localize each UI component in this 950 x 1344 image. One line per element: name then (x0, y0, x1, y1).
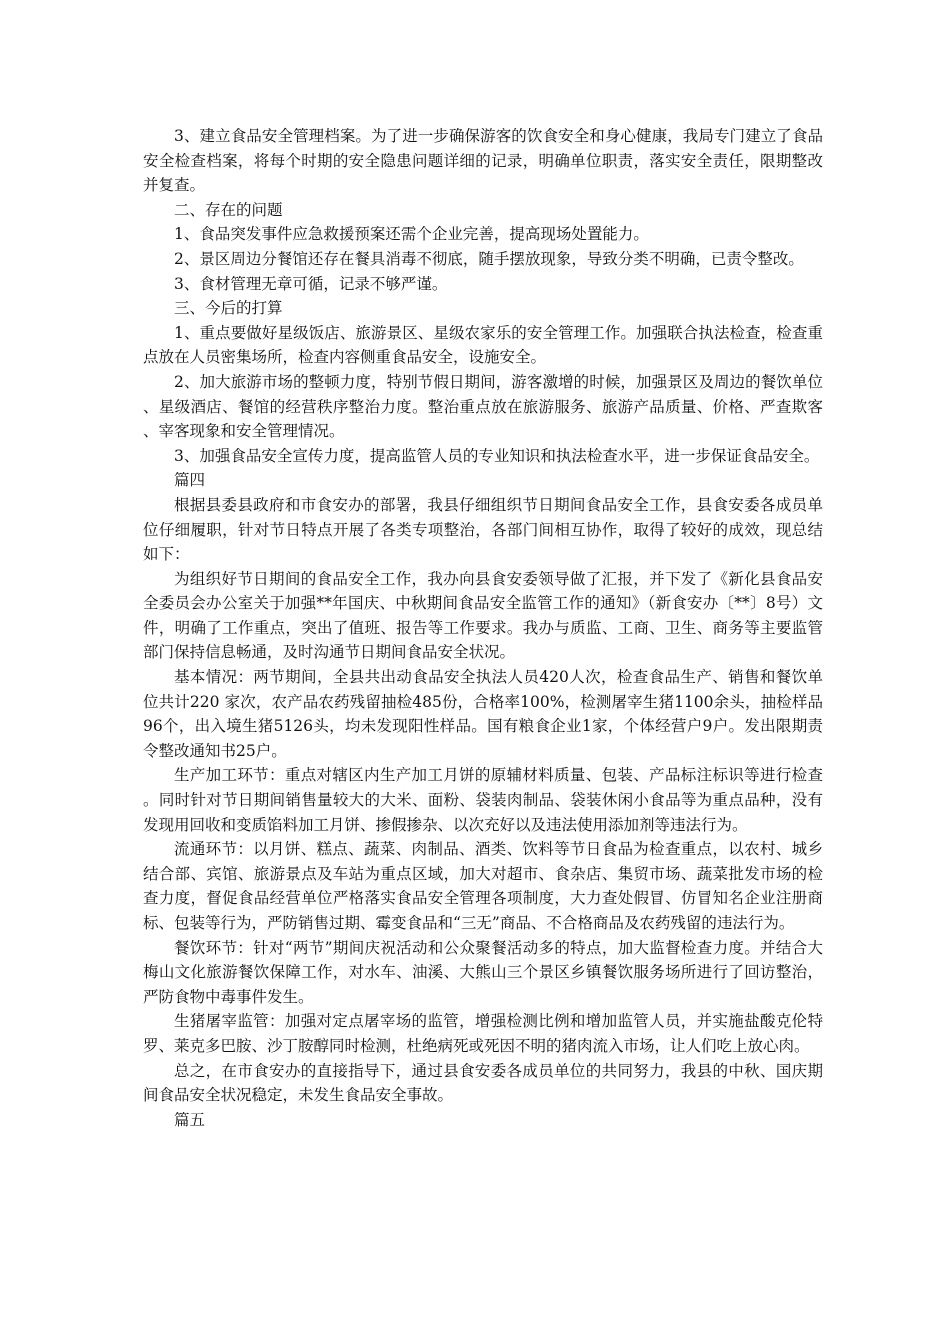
heading-part-four: 篇四 (174, 471, 206, 490)
heading-part-five: 篇五 (174, 1110, 206, 1129)
paragraph-plan-1: 1、重点要做好星级饭店、旅游景区、星级农家乐的安全管理工作。加强联合执法检查，检查重点放在人员密集场所，检查内容侧重食品安全，设施安全。 (143, 323, 823, 367)
heading-plans: 三、今后的打算 (174, 299, 283, 318)
paragraph-archive: 3、建立食品安全管理档案。为了进一步确保游客的饮食安全和身心健康，我局专门建立了食品安全检查档案，将每个时期的安全隐患问题详细的记录，明确单位职责，落实安全责任，限期整改并复查。 (143, 127, 823, 195)
paragraph-pig-slaughter: 生猪屠宰监管：加强对定点屠宰场的监管，增强检测比例和增加监管人员，并实施盐酸克伦特罗、莱克多巴胺、沙丁胺醇同时检测，杜绝病死或死因不明的猪肉流入市场，让人们吃上放心肉。 (143, 1012, 823, 1055)
paragraph-problem-1: 1、食品突发事件应急救援预案还需个企业完善，提高现场处置能力。 (174, 225, 649, 244)
paragraph-production: 生产加工环节：重点对辖区内生产加工月饼的原辅材料质量、包装、产品标注标识等进行检查。同时针对节日期间销售量较大的大米、面粉、袋装肉制品、袋装休闲小食品等为重点品种，没有发现用回收和变质馅料加工月饼、掺假掺杂、以次充好以及违法使用添加剂等违法行为。 (143, 766, 823, 834)
paragraph-plan-2: 2、加大旅游市场的整顿力度，特别节假日期间，游客激增的时候，加强景区及周边的餐饮单位、星级酒店、餐馆的经营秩序整治力度。整治重点放在旅游服务、旅游产品质量、价格、严查欺客、宰客现象和安全管理情况。 (143, 372, 823, 441)
document-body (143, 124, 823, 1132)
paragraph-basic-situation: 基本情况：两节期间，全县共出动食品安全执法人员420人次，检查食品生产、销售和餐饮单位共计220 家次，农产品农药残留抽检485份，合格率100%，检测屠宰生猪1100余头，抽检样品96个，出入境生猪5126头，均未发现阳性样品。国有粮食企业1家，个体经营户9户。发出限期责令整改通知书25户。 (143, 668, 823, 760)
heading-problems: 二、存在的问题 (174, 200, 283, 219)
paragraph-intro: 根据县委县政府和市食安办的部署，我县仔细组织节日期间食品安全工作，县食安委各成员单位仔细履职，针对节日特点开展了各类专项整治，各部门间相互协作，取得了较好的成效，现总结如下： (143, 495, 823, 564)
paragraph-catering: 餐饮环节：针对“两节”期间庆祝活动和公众聚餐活动多的特点，加大监督检查力度。并结合大梅山文化旅游餐饮保障工作，对水车、油溪、大熊山三个景区乡镇餐饮服务场所进行了回访整治，严防食物中毒事件发生。 (143, 938, 823, 1006)
paragraph-organization: 为组织好节日期间的食品安全工作，我办向县食安委领导做了汇报，并下发了《新化县食品安全委员会办公室关于加强**年国庆、中秋期间食品安全监管工作的通知》（新食安办〔**〕8号）文件，明确了工作重点，突出了值班、报告等工作要求。我办与质监、工商、卫生、商务等主要监管部门保持信息畅通，及时沟通节日期间食品安全状况。 (143, 569, 823, 662)
paragraph-problem-3: 3、食材管理无章可循，记录不够严谨。 (174, 274, 448, 293)
paragraph-problem-2: 2、景区周边分餐馆还存在餐具消毒不彻底，随手摆放现象，导致分类不明确，已责令整改。 (174, 249, 804, 268)
paragraph-circulation: 流通环节：以月饼、糕点、蔬菜、肉制品、酒类、饮料等节日食品为检查重点，以农村、城乡结合部、宾馆、旅游景点及车站为重点区域，加大对超市、食杂店、集贸市场、蔬菜批发市场的检查力度，督促食品经营单位严格落实食品安全管理各项制度，大力查处假冒、仿冒知名企业注册商标、包装等行为，严防销售过期、霉变食品和“三无”商品、不合格商品及农药残留的违法行为。 (143, 840, 823, 932)
paragraph-plan-3: 3、加强食品安全宣传力度，提高监管人员的专业知识和执法检查水平，进一步保证食品安全。 (174, 446, 820, 465)
paragraph-summary: 总之，在市食安办的直接指导下，通过县食安委各成员单位的共同努力，我县的中秋、国庆期间食品安全状况稳定，未发生食品安全事故。 (143, 1061, 823, 1105)
